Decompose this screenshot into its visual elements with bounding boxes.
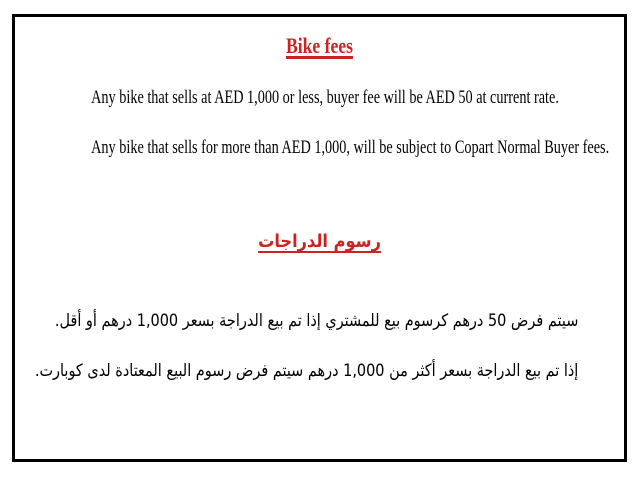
notice-frame <box>12 14 627 462</box>
arabic-paragraph-2: إذا تم بيع الدراجة بسعر أكثر من 1,000 درهم سيتم فرض رسوم البيع المعتادة لدى كوبارت. <box>34 361 579 381</box>
english-paragraph-1: Any bike that sells at AED 1,000 or less, buyer fee will be AED 50 at current rate. <box>91 87 559 108</box>
english-paragraph-2: Any bike that sells for more than AED 1,000, will be subject to Copart Normal Buyer fees. <box>91 137 610 158</box>
arabic-title: رسوم الدراجات <box>258 231 381 252</box>
english-title: Bike fees <box>286 33 353 58</box>
arabic-paragraph-1: سيتم فرض 50 درهم كرسوم بيع للمشتري إذا تم بيع الدراجة بسعر 1,000 درهم أو أقل. <box>54 311 579 331</box>
